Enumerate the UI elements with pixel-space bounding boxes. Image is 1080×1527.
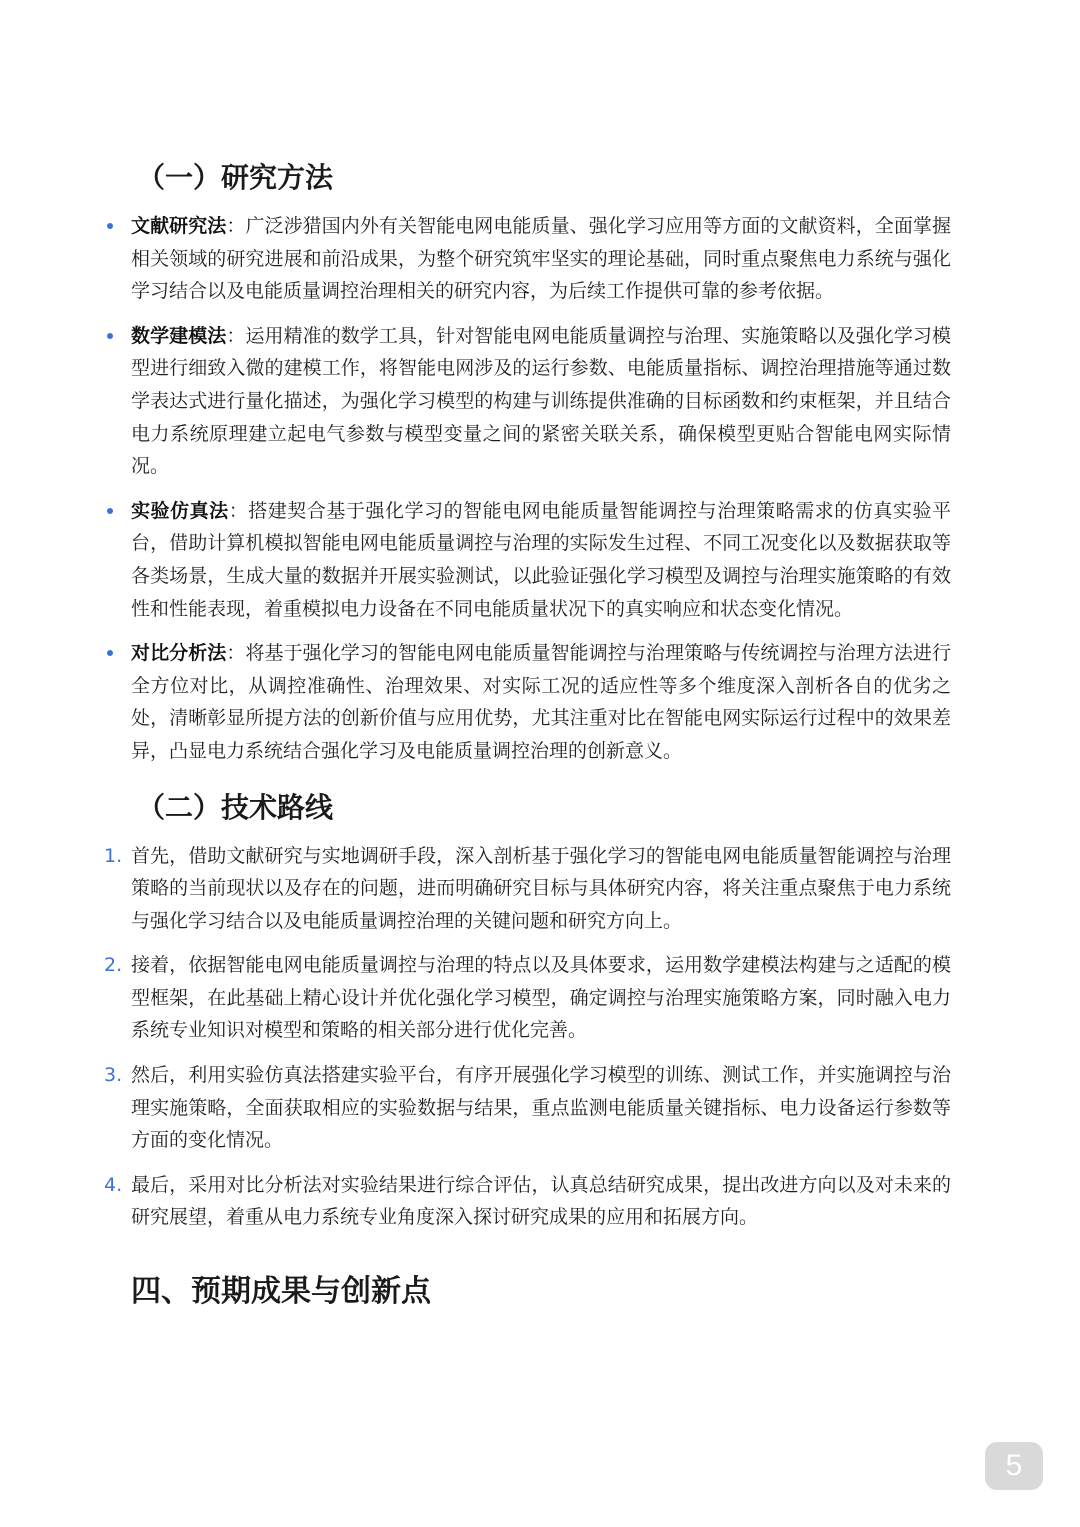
page-content bbox=[104, 150, 951, 1320]
section-heading-methods: （一）研究方法 bbox=[137, 161, 334, 194]
method-term: 对比分析法 bbox=[131, 642, 227, 665]
step-number: 2. bbox=[104, 954, 123, 977]
list-item bbox=[131, 320, 951, 483]
list-item bbox=[104, 949, 951, 1047]
method-term: 文献研究法 bbox=[131, 215, 227, 237]
route-list bbox=[104, 840, 951, 1235]
term-separator: ： bbox=[226, 215, 246, 237]
list-item bbox=[131, 637, 951, 767]
method-description: 运用精准的数学工具，针对智能电网电能质量调控与治理、实施策略以及强化学习模型进行细致入微的建模工作，将智能电网涉及的运行参数、电能质量指标、调控治理措施等通过数学表达式进行量化描述，为强化学习模型的构建与训练提供准确的目标函数和约束框架，并且结合电力系统原理建立起电气参数与模型变量之间的紧密关联关系，确保模型更贴合智能电网实际情况。 bbox=[131, 324, 951, 478]
term-separator: ： bbox=[226, 642, 246, 665]
term-separator: ： bbox=[228, 499, 249, 522]
step-number: 1. bbox=[104, 844, 123, 867]
method-description: 搭建契合基于强化学习的智能电网电能质量智能调控与治理策略需求的仿真实验平台，借助计算机模拟智能电网电能质量调控与治理的实际发生过程、不同工况变化以及数据获取等各类场景，生成大量的数据并开展实验测试，以此验证强化学习模型及调控与治理实施策略的有效性和性能表现，着重模拟电力设备在不同电能质量状况下的真实响应和状态变化情况。 bbox=[131, 499, 951, 620]
list-item bbox=[104, 1059, 951, 1157]
step-text: 接着，依据智能电网电能质量调控与治理的特点以及具体要求，运用数学建模法构建与之适配的模型框架，在此基础上精心设计并优化强化学习模型，确定调控与治理实施策略方案，同时融入电力系统专业知识对模型和策略的相关部分进行优化完善。 bbox=[131, 954, 951, 1042]
list-item bbox=[104, 840, 951, 938]
section-heading-route: （二）技术路线 bbox=[137, 790, 334, 824]
method-term: 实验仿真法 bbox=[131, 499, 229, 522]
step-text: 最后，采用对比分析法对实验结果进行综合评估，认真总结研究成果，提出改进方向以及对未来的研究展望，着重从电力系统专业角度深入探讨研究成果的应用和拓展方向。 bbox=[131, 1173, 951, 1229]
term-separator: ： bbox=[226, 324, 246, 347]
method-description: 广泛涉猎国内外有关智能电网电能质量、强化学习应用等方面的文献资料，全面掌握相关领域的研究进展和前沿成果，为整个研究筑牢坚实的理论基础，同时重点聚焦电力系统与强化学习结合以及电能质量调控治理相关的研究内容，为后续工作提供可靠的参考依据。 bbox=[131, 215, 951, 303]
list-item bbox=[131, 210, 951, 308]
methods-list bbox=[131, 210, 951, 768]
method-description: 将基于强化学习的智能电网电能质量智能调控与治理策略与传统调控与治理方法进行全方位对比，从调控准确性、治理效果、对实际工况的适应性等多个维度深入剖析各自的优劣之处，清晰彰显所提方法的创新价值与应用优势，尤其注重对比在智能电网实际运行过程中的效果差异，凸显电力系统结合强化学习及电能质量调控治理的创新意义。 bbox=[131, 642, 951, 762]
step-text: 首先，借助文献研究与实地调研手段，深入剖析基于强化学习的智能电网电能质量智能调控与治理策略的当前现状以及存在的问题，进而明确研究目标与具体研究内容，将关注重点聚焦于电力系统与强化学习结合以及电能质量调控治理的关键问题和研究方向上。 bbox=[131, 844, 951, 932]
section-heading-expected-results: 四、预期成果与创新点 bbox=[131, 1274, 431, 1310]
step-text: 然后，利用实验仿真法搭建实验平台，有序开展强化学习模型的训练、测试工作，并实施调控与治理实施策略，全面获取相应的实验数据与结果，重点监测电能质量关键指标、电力设备运行参数等方面的变化情况。 bbox=[131, 1064, 951, 1152]
list-item bbox=[104, 1169, 951, 1234]
method-term: 数学建模法 bbox=[131, 324, 227, 347]
step-number: 4. bbox=[104, 1173, 123, 1196]
step-number: 3. bbox=[104, 1064, 123, 1087]
page-number-badge: 5 bbox=[985, 1442, 1043, 1490]
list-item bbox=[131, 495, 951, 625]
